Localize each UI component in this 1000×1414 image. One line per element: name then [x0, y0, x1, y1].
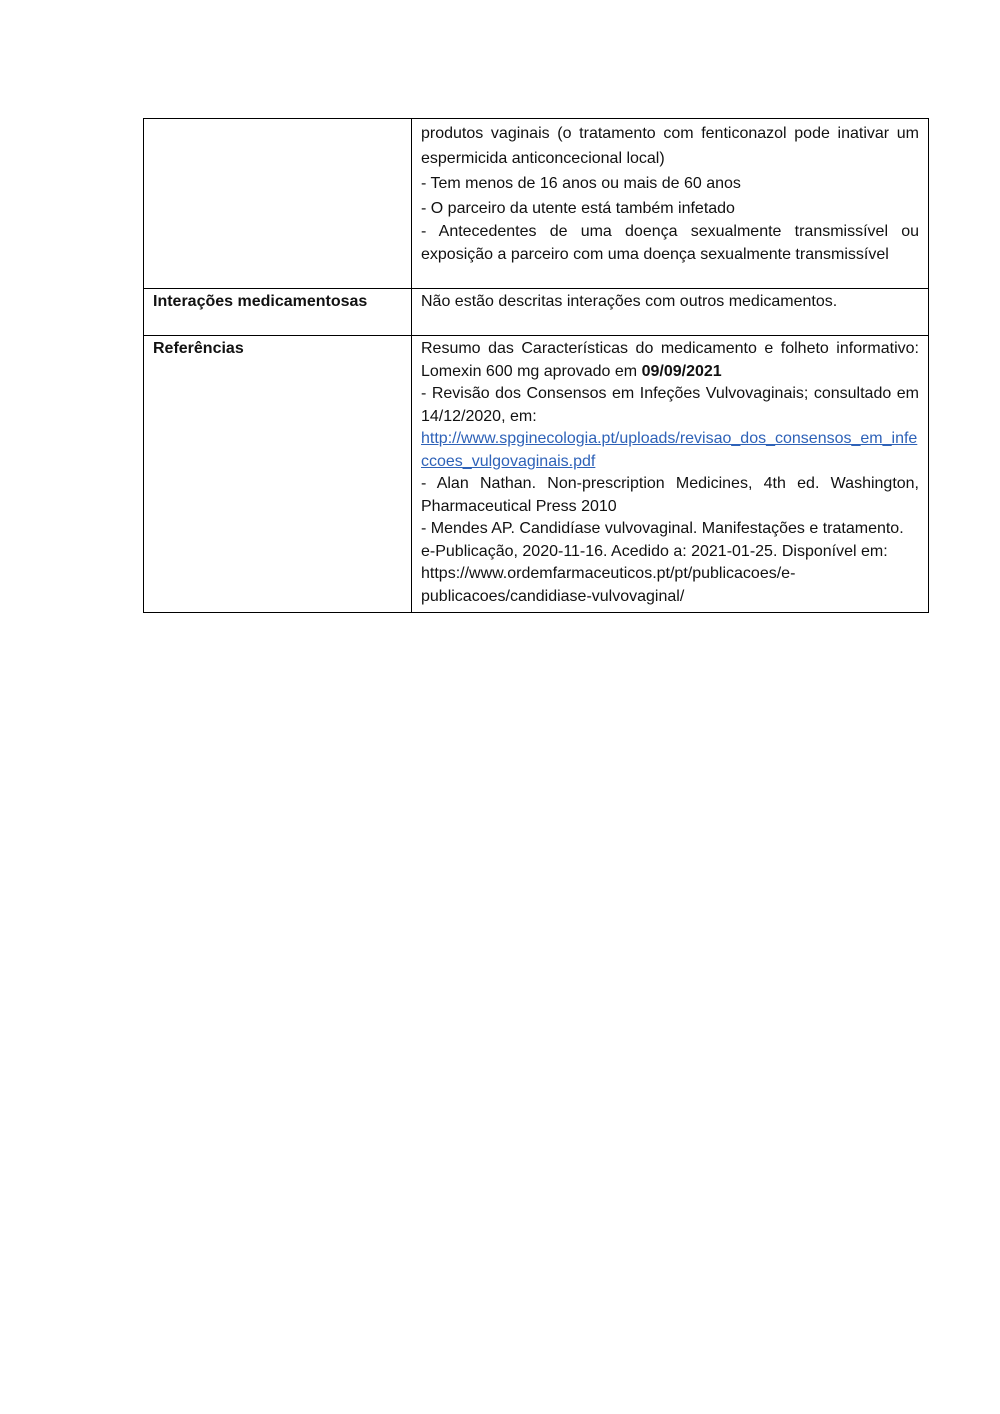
reference-3: - Alan Nathan. Non-prescription Medicines, 4th ed. Washington, Pharmaceutical Press 2010: [421, 475, 919, 515]
drug-info-table: [143, 118, 929, 613]
row-content-cell: [412, 336, 929, 613]
row-label-cell: [144, 289, 412, 336]
reference-1-text: Resumo das Características do medicamento e folheto informativo: Lomexin 600 mg aprovado em: [421, 340, 919, 380]
precaution-line: produtos vaginais (o tratamento com fenticonazol pode inativar um espermicida anticoncecional local): [421, 125, 919, 167]
precaution-line: - O parceiro da utente está também infetado: [421, 200, 735, 217]
row-content-cell: [412, 119, 929, 289]
reference-4-line: e-Publicação, 2020-11-16. Acedido a: 2021-01-25. Disponível em:: [421, 542, 888, 560]
precaution-line: - Antecedentes de uma doença sexualmente transmissível ou exposição a parceiro com uma doença sexualmente transmissível: [421, 223, 919, 263]
reference-4-line: - Mendes AP. Candidíase vulvovaginal. Manifestações e tratamento.: [421, 520, 904, 537]
reference-4-line: https://www.ordemfarmaceuticos.pt/pt/publicacoes/e-: [421, 565, 796, 582]
table-row-precautions: [144, 119, 929, 289]
row-label-cell: [144, 336, 412, 613]
reference-1: [421, 338, 919, 383]
precaution-line: - Tem menos de 16 anos ou mais de 60 anos: [421, 175, 741, 192]
row-label: Interações medicamentosas: [153, 293, 368, 310]
reference-2-link[interactable]: http://www.spginecologia.pt/uploads/revisao_dos_consensos_em_infeccoes_vulgovaginais.pdf: [421, 430, 918, 470]
row-label: Referências: [153, 340, 244, 357]
reference-4-line: publicacoes/candidiase-vulvovaginal/: [421, 587, 685, 605]
table-row-interactions: [144, 289, 929, 336]
table-row-references: [144, 336, 929, 613]
reference-1-date: 09/09/2021: [641, 362, 722, 380]
reference-2-text: - Revisão dos Consensos em Infeções Vulvovaginais; consultado em 14/12/2020, em:: [421, 385, 919, 425]
row-content-cell: [412, 289, 929, 336]
row-label-cell: [144, 119, 412, 289]
interactions-text: Não estão descritas interações com outros medicamentos.: [421, 293, 838, 310]
